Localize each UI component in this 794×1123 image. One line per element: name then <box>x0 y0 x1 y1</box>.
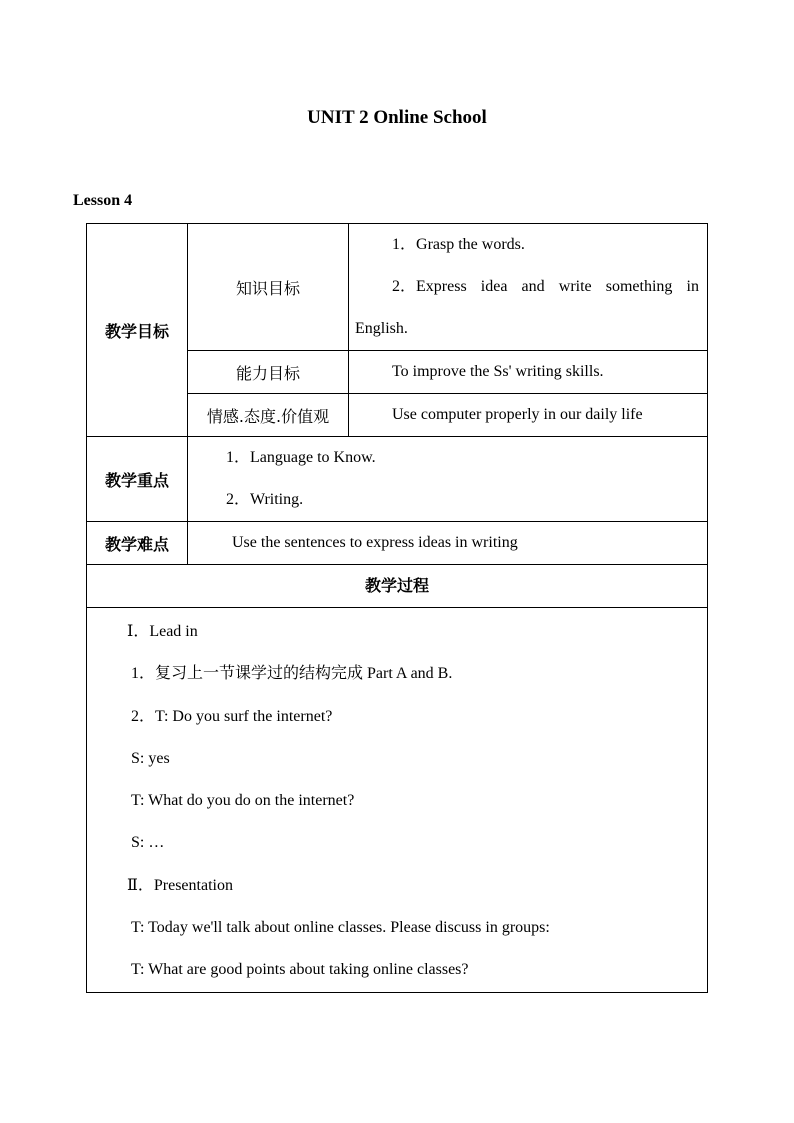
process-line-lead-in: Ⅰ．Lead in <box>127 623 198 640</box>
lesson-heading: Lesson 4 <box>73 192 133 209</box>
key-points-row <box>87 437 708 522</box>
knowledge-item-2-cont: English. <box>355 320 408 337</box>
ability-label: 能力目标 <box>188 351 349 394</box>
process-line-presentation: Ⅱ．Presentation <box>127 876 233 894</box>
knowledge-row <box>87 224 708 351</box>
process-line: S: yes <box>131 749 170 767</box>
process-line: 2．T: Do you surf the internet? <box>131 707 333 725</box>
objectives-label: 教学目标 <box>87 224 188 437</box>
process-line: T: What are good points about taking online classes? <box>131 961 469 979</box>
lesson-plan-table <box>86 223 708 993</box>
process-line: T: Today we'll talk about online classes. Please discuss in groups: <box>131 919 550 937</box>
difficulties-content: Use the sentences to express ideas in writing <box>188 522 708 565</box>
difficulties-row <box>87 522 708 565</box>
knowledge-label: 知识目标 <box>188 224 349 351</box>
attitude-label: 情感.态度.价值观 <box>188 394 349 437</box>
key-points-label: 教学重点 <box>87 437 188 522</box>
knowledge-item-2: 2．Express idea and write something in <box>392 278 699 295</box>
process-header: 教学过程 <box>87 565 708 608</box>
process-content <box>87 608 708 993</box>
ability-content: To improve the Ss' writing skills. <box>349 351 708 394</box>
process-header-row <box>87 565 708 608</box>
document-title: UNIT 2 Online School <box>307 107 487 128</box>
process-body-row <box>87 608 708 993</box>
attitude-content: Use computer properly in our daily life <box>349 394 708 437</box>
process-line: T: What do you do on the internet? <box>131 792 355 810</box>
key-points-content: 1．Language to Know. 2．Writing. <box>188 437 708 522</box>
difficulties-label: 教学难点 <box>87 522 188 565</box>
process-line: S: … <box>131 834 165 852</box>
knowledge-content <box>349 224 708 351</box>
process-line: 1．复习上一节课学过的结构完成 Part A and B. <box>131 665 453 683</box>
knowledge-item-1: 1．Grasp the words. <box>392 236 525 253</box>
